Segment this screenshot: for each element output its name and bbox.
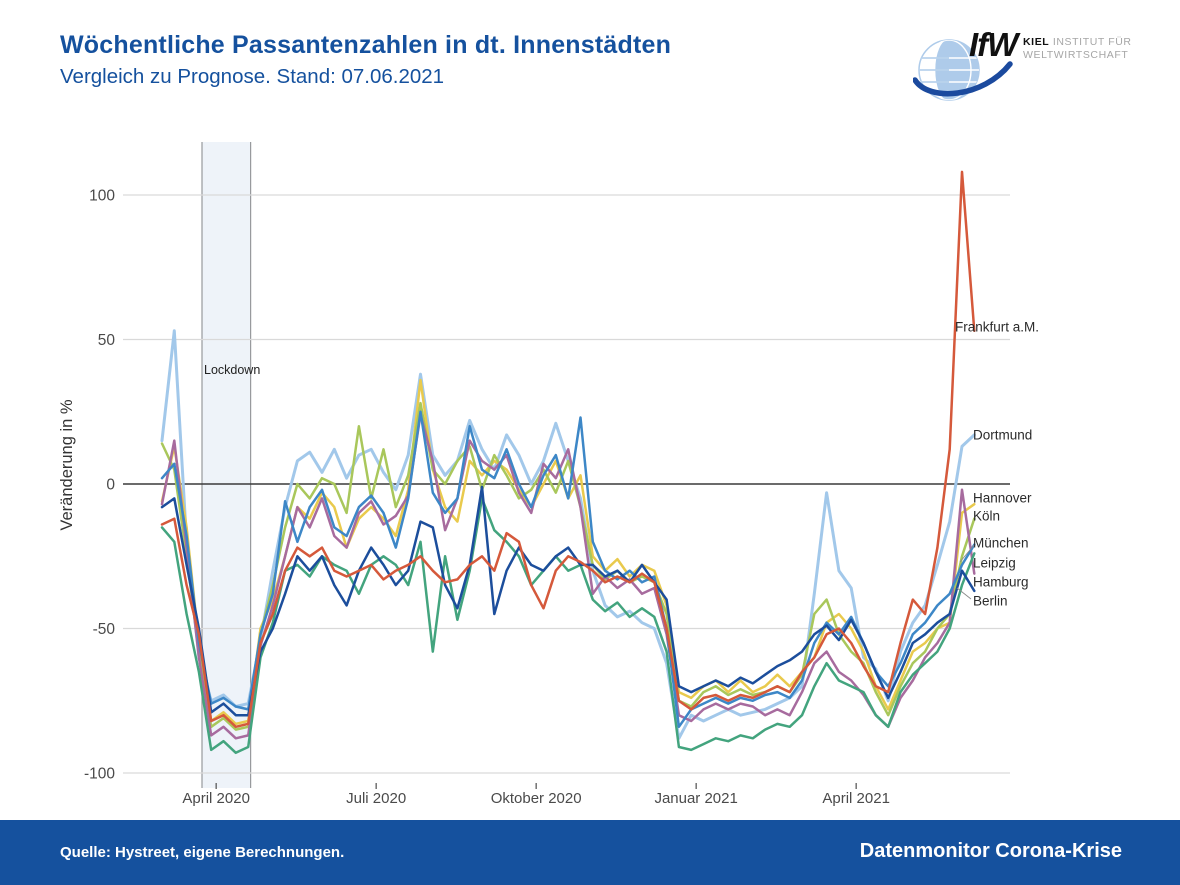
city-label-berlin: Berlin xyxy=(973,593,1008,609)
x-tick-label: Oktober 2020 xyxy=(490,790,582,807)
y-tick-label: 100 xyxy=(89,187,115,205)
page-subtitle: Vergleich zu Prognose. Stand: 07.06.2021 xyxy=(60,65,445,88)
x-tick-label: April 2021 xyxy=(822,790,890,807)
page-title: Wöchentliche Passantenzahlen in dt. Innenstädten xyxy=(60,31,672,59)
y-axis-title: Veränderung in % xyxy=(58,399,76,531)
city-label-k-ln: Köln xyxy=(973,508,1001,524)
ifw-wordmark: IfW xyxy=(969,26,1018,63)
city-label-hamburg: Hamburg xyxy=(973,574,1029,590)
footer-bar xyxy=(0,820,1180,885)
lockdown-label: Lockdown xyxy=(204,363,261,377)
city-label-m-nchen: München xyxy=(973,535,1029,551)
source-note: Quelle: Hystreet, eigene Berechnungen. xyxy=(60,844,345,861)
city-label-dortmund: Dortmund xyxy=(973,427,1033,443)
institute-name-line1: INSTITUT FÜR xyxy=(1052,36,1132,48)
y-tick-label: -50 xyxy=(92,621,115,638)
city-label-frankfurt-a-m-: Frankfurt a.M. xyxy=(955,319,1040,335)
city-label-hannover: Hannover xyxy=(973,490,1032,506)
series-line-hannover xyxy=(162,380,974,724)
x-tick-label: Juli 2020 xyxy=(346,790,407,807)
brand-title: Datenmonitor Corona-Krise xyxy=(859,840,1122,862)
y-tick-label: 50 xyxy=(97,332,115,349)
city-label-leipzig: Leipzig xyxy=(973,555,1016,571)
institute-name-line2: WELTWIRTSCHAFT xyxy=(1023,49,1129,61)
y-tick-label: -100 xyxy=(83,765,115,783)
institute-name-kiel: KIEL xyxy=(1023,36,1050,48)
x-tick-label: April 2020 xyxy=(182,790,250,807)
y-tick-label: 0 xyxy=(106,476,115,494)
x-tick-label: Januar 2021 xyxy=(654,790,738,807)
